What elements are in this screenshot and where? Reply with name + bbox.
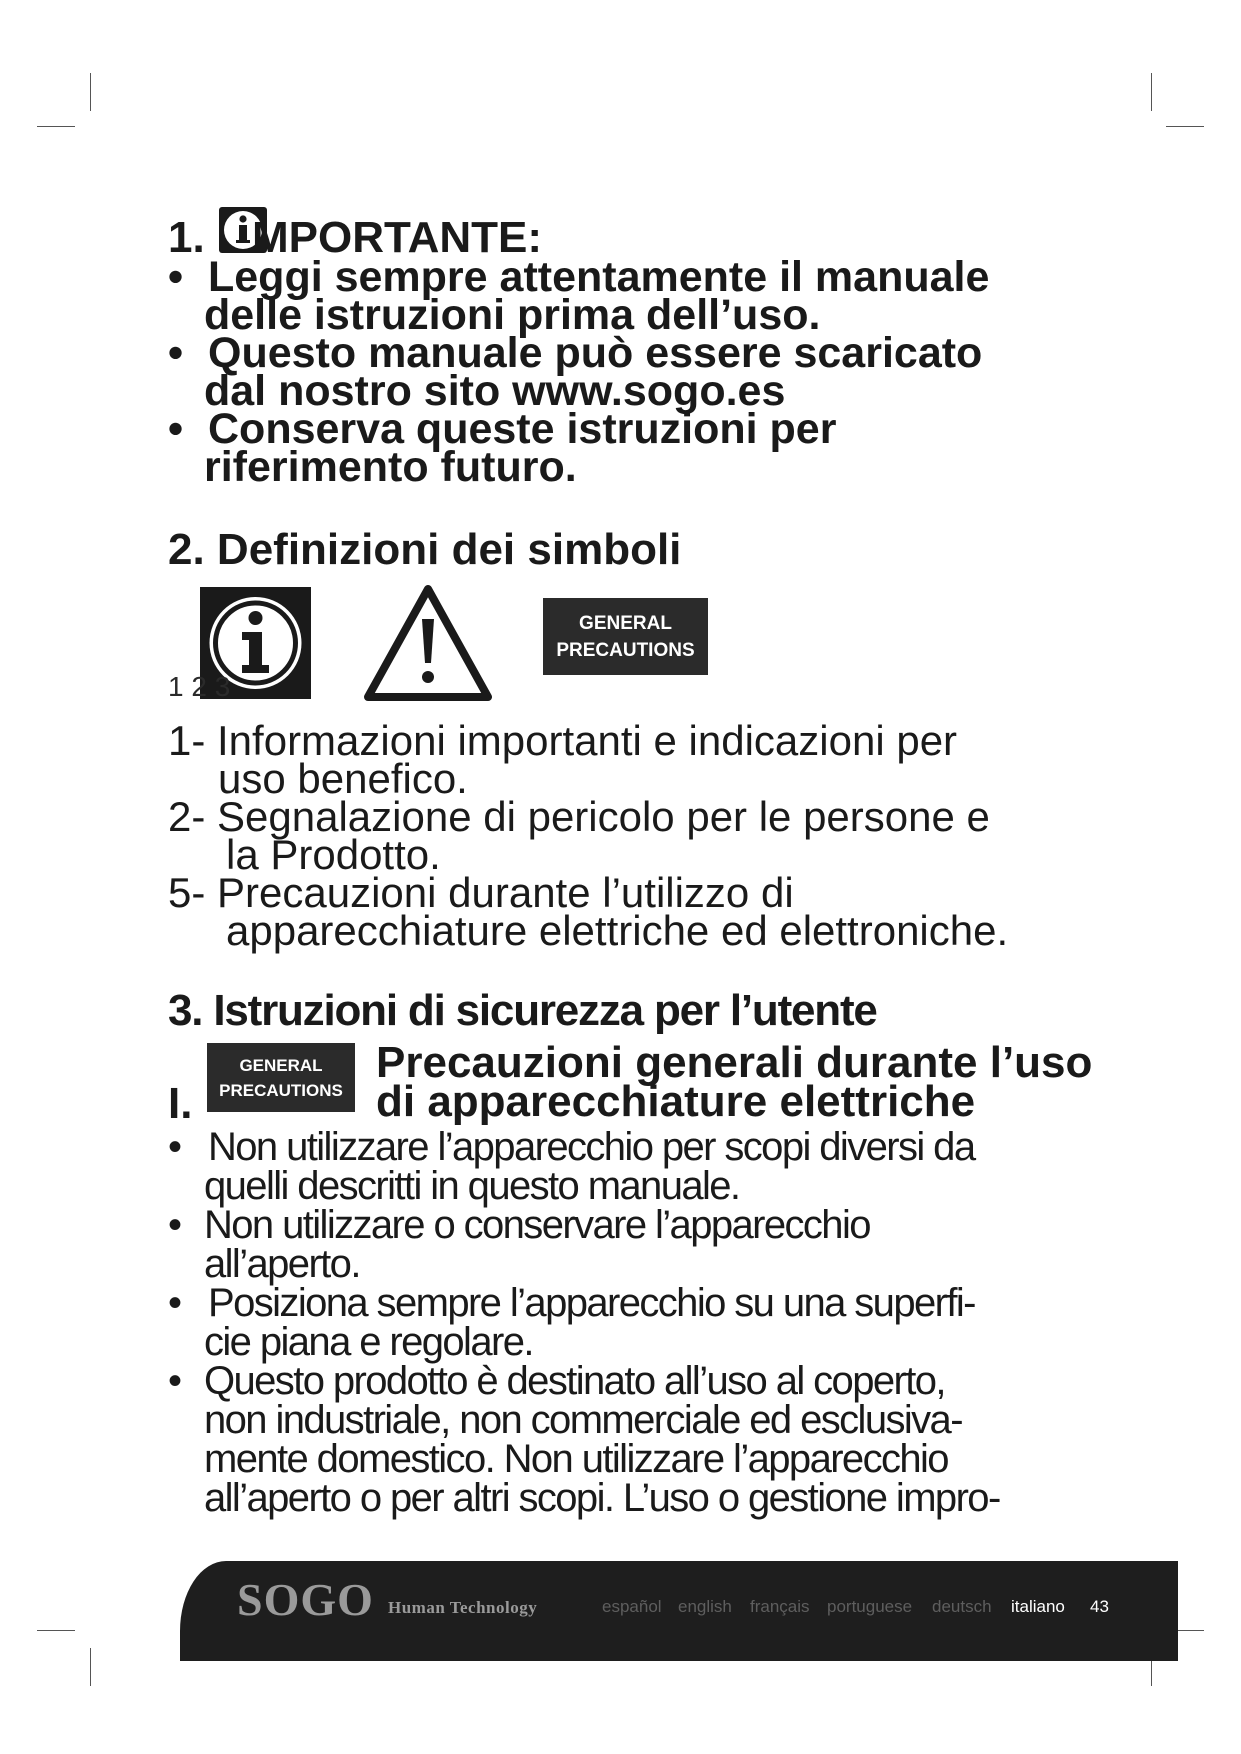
list-item: • Non utilizzare l’apparecchio per scopi diversi da quelli descritti in questo manuale. xyxy=(168,1125,975,1208)
section2-title: 2. Definizioni dei simboli xyxy=(168,525,682,574)
brand-tagline: Human Technology xyxy=(388,1598,538,1617)
section3-title: 3. Istruzioni di sicurezza per l’utente xyxy=(168,986,877,1035)
section1-number: 1. xyxy=(168,213,205,262)
crop-mark xyxy=(1166,126,1204,127)
section1-bullets xyxy=(168,253,1088,491)
language-link-it-active[interactable]: italiano xyxy=(1011,1597,1065,1616)
brand-logo: SOGO xyxy=(237,1574,374,1625)
language-link-de[interactable]: deutsch xyxy=(932,1597,992,1616)
subsection-title: Precauzioni generali durante l’uso di apparecchiature elettriche xyxy=(376,1038,1093,1126)
list-item: • Conserva queste istruzioni per riferimento futuro. xyxy=(168,405,837,491)
list-item: • Posiziona sempre l’apparecchio su una superfi- cie piana e regolare. xyxy=(168,1281,975,1364)
list-item: 1- Informazioni importanti e indicazioni per uso benefico. xyxy=(168,717,958,802)
list-item: • Questo manuale può essere scaricato dal nostro sito www.sogo.es xyxy=(168,329,983,415)
list-item: • Non utilizzare o conservare l’apparecchio all’aperto. xyxy=(168,1203,870,1286)
safety-bullets xyxy=(168,1125,1108,1520)
language-link-pt[interactable]: portuguese xyxy=(827,1597,913,1616)
list-item: 2- Segnalazione di pericolo per le persone e la Prodotto. xyxy=(168,793,990,878)
crop-mark xyxy=(1151,73,1152,111)
subsection-numeral: I. xyxy=(168,1079,193,1128)
page-number: 43 xyxy=(1090,1597,1109,1616)
warning-icon xyxy=(360,581,496,705)
crop-mark xyxy=(90,73,91,111)
crop-mark xyxy=(90,1648,91,1686)
language-link-fr[interactable]: français xyxy=(750,1597,810,1616)
section1-title: MPORTANTE: xyxy=(252,213,543,262)
symbol-numbers: 1 2 3 xyxy=(168,671,231,702)
language-link-en[interactable]: english xyxy=(678,1597,732,1616)
list-item: • Leggi sempre attentamente il manuale delle istruzioni prima dell’uso. xyxy=(168,253,990,339)
list-item: • Questo prodotto è destinato all’uso al coperto, non industriale, non commerciale ed esclusiva- mente domestico. Non utilizzare l’apparecchio all’aperto o per altri scopi. L’uso o gestione impro- xyxy=(168,1359,1000,1520)
general-precautions-badge: GENERAL PRECAUTIONS xyxy=(207,1043,355,1112)
language-link-es[interactable]: español xyxy=(602,1597,662,1616)
crop-mark xyxy=(37,126,75,127)
crop-mark xyxy=(37,1630,75,1631)
symbol-definitions xyxy=(168,717,1088,954)
list-item: 5- Precauzioni durante l’utilizzo di apparecchiature elettriche ed elettroniche. xyxy=(168,869,1009,954)
general-precautions-badge: GENERAL PRECAUTIONS xyxy=(543,598,708,675)
